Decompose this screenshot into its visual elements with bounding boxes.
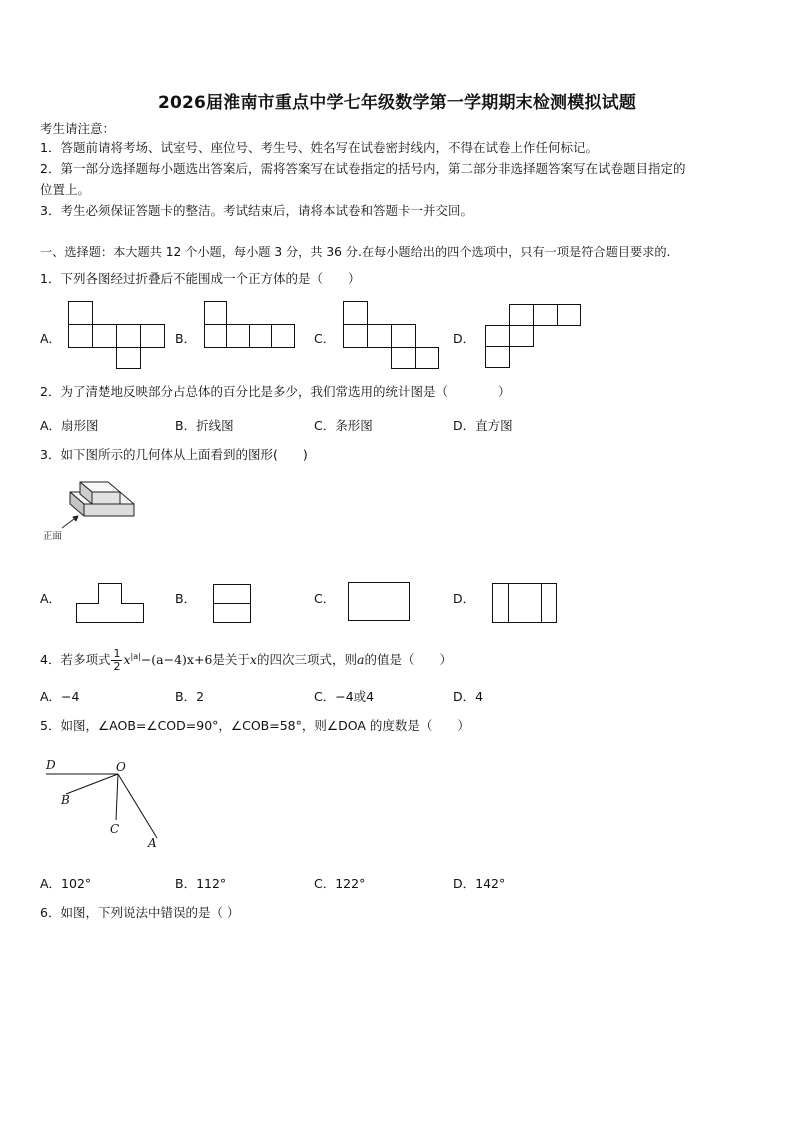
q4-stem-mid: 是关于: [212, 652, 250, 668]
q3-option-b-shape: [213, 584, 251, 623]
notice-item-3: 3．考生必须保证答题卡的整洁。考试结束后，请将本试卷和答题卡一并交回。: [40, 203, 473, 218]
q4-var-x2: x: [249, 652, 257, 668]
q5-point-d: D: [46, 758, 56, 772]
q4-stem: [40, 642, 452, 675]
q5-point-o: O: [116, 760, 126, 774]
q1-stem: 1．下列各图经过折叠后不能围成一个正方体的是（ ）: [40, 271, 361, 286]
section-heading: 一、选择题：本大题共 12 个小题，每小题 3 分，共 36 分.在每小题给出的四个选项中，只有一项是符合题目要求的.: [40, 245, 671, 259]
q2-option-b: B．折线图: [175, 418, 234, 433]
q3-option-d-shape: [492, 583, 558, 623]
q4-option-a: A．−4: [40, 689, 80, 704]
q3-label-c: C．: [314, 591, 336, 606]
q6-stem: 6．如图，下列说法中错误的是（ ）: [40, 905, 240, 920]
q1-label-c: C．: [314, 331, 336, 346]
q3-label-a: A．: [40, 591, 62, 606]
q5-option-a: A．102°: [40, 876, 92, 891]
q4-expression: −(a−4)x+6: [140, 652, 213, 668]
q4-stem-mid2: 的四次三项式，则: [256, 652, 357, 668]
page-title: 2026届淮南市重点中学七年级数学第一学期期末检测模拟试题: [157, 93, 637, 113]
q1-label-b: B．: [175, 331, 197, 346]
notice-heading: 考生请注意：: [40, 121, 116, 136]
q3-option-a-shape: [76, 583, 144, 623]
q4-frac-den: 2: [113, 660, 121, 674]
q5-point-b: B: [61, 793, 70, 807]
q2-stem: 2．为了清楚地反映部分占总体的百分比是多少，我们常选用的统计图是（ ）: [40, 384, 511, 399]
q5-angle-figure: [40, 756, 165, 852]
q3-label-b: B．: [175, 591, 197, 606]
notice-item-2-cont: 位置上。: [40, 182, 91, 197]
q4-var-a: a: [357, 652, 365, 668]
q5-option-c: C．122°: [314, 876, 366, 891]
q1-net-a: [68, 301, 164, 369]
q4-stem-prefix: 4．若多项式: [40, 652, 111, 668]
q5-stem: 5．如图，∠AOB=∠COD=90°，∠COB=58°，则∠DOA 的度数是（ ）: [40, 718, 470, 733]
q4-stem-suffix: 的值是（ ）: [364, 652, 452, 668]
q2-option-d: D．直方图: [453, 418, 513, 433]
q3-front-label: 正面: [43, 531, 63, 542]
q1-label-d: D．: [453, 331, 476, 346]
q1-label-a: A．: [40, 331, 62, 346]
q5-point-a: A: [148, 836, 157, 850]
notice-item-1: 1．答题前请将考场、试室号、座位号、考生号、姓名写在试卷密封线内，不得在试卷上作任何标记。: [40, 140, 598, 155]
q4-fraction: [111, 648, 122, 673]
q3-stem: 3．如下图所示的几何体从上面看到的图形( ): [40, 447, 308, 462]
q2-option-a: A．扇形图: [40, 418, 99, 433]
q3-option-c-shape: [348, 582, 410, 621]
q4-var-x: x: [123, 652, 131, 668]
q4-option-c: C．−4或4: [314, 689, 375, 704]
q5-point-c: C: [110, 822, 120, 836]
q2-option-c: C．条形图: [314, 418, 373, 433]
q4-frac-num: 1: [113, 647, 121, 661]
q4-option-d: D．4: [453, 689, 484, 704]
q1-net-c: [343, 301, 439, 369]
q1-net-b: [204, 301, 296, 349]
q4-exponent: |a|: [130, 652, 141, 661]
q3-label-d: D．: [453, 591, 476, 606]
notice-item-2: 2．第一部分选择题每小题选出答案后，需将答案写在试卷指定的括号内，第二部分非选择题答案写在试卷题目指定的: [40, 161, 686, 176]
q5-option-b: B．112°: [175, 876, 227, 891]
q1-net-d: [485, 304, 585, 370]
q5-option-d: D．142°: [453, 876, 506, 891]
q4-option-b: B．2: [175, 689, 205, 704]
